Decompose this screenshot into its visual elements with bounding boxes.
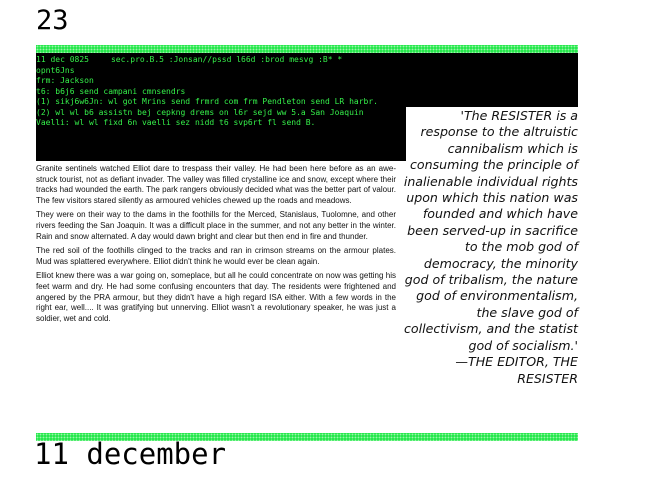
terminal-header-code: sec.pro.B.5 :Jonsan//pssd l66d :brod mesvg :B* * — [110, 55, 343, 64]
terminal-line: (1) sikj6w6Jn: wl got Mrins send frmrd com frm Pendleton send LR harbr. — [36, 97, 378, 106]
terminal-line: t6: b6j6 send campani cmnsendrs — [36, 86, 186, 96]
story-paragraph: Elliot knew there was a war going on, someplace, but all he could concentrate on now was getting his feet warm and dry. He had some confusing encounters that day. The residents were frightened and angered by the PRA armour, but they didn't have a high regard ISA either. With a few words in the right ear, well.... It was gratifying but unnerving. Elliot wasn't a revolutionary speaker, he was just a soldier, wet and cold. — [36, 271, 396, 323]
terminal-line: frm: Jackson — [36, 76, 94, 85]
terminal-transcript — [36, 53, 406, 161]
story-paragraph: Granite sentinels watched Elliot dare to trespass their valley. He had been here before as an awe-struck tourist, not as defiant invader. The valley was filled crystalline ice and snow, except where their tracks had wounded the earth. The park rangers obviously decided what was the better part of valour. The few visitors stared silently as armoured vehicles chewed up the roads and meadows. — [36, 164, 396, 205]
pull-quote-attribution: —THE EDITOR, THE RESISTER — [455, 354, 578, 386]
footer-date: 11 december — [34, 437, 227, 471]
page-number: 23 — [36, 5, 69, 36]
story-body — [36, 164, 396, 328]
terminal-line: Vaelli: wl wl fixd 6n vaelli sez nidd t6 svp6rt fl send B. — [36, 118, 316, 127]
pull-quote-text: 'The RESISTER is a response to the altruistic cannibalism which is consuming the principle of inalienable individual rights upon which this nation was founded and which have been served-up in sacrifice to the mob god of democracy, the minority god of tribalism, the nature god of environmentalism, the slave god of collectivism, and the statist god of socialism.' — [403, 108, 578, 353]
story-paragraph: The red soil of the foothills clinged to the tracks and ran in crimson streams on the armour plates. Mud was splattered everywhere. Elliot didn't think he would ever be clean again. — [36, 246, 396, 266]
terminal-line: (2) wl wl b6 assistn bej cepkng drems on l6r sejd ww 5.a San Joaquin — [36, 107, 364, 117]
terminal-header — [36, 53, 406, 66]
terminal-date: 11 dec 0825 — [36, 55, 89, 64]
top-dotted-rule — [36, 45, 578, 53]
pull-quote — [400, 108, 578, 387]
terminal-header-extension — [406, 53, 578, 107]
story-paragraph: They were on their way to the dams in the foothills for the Merced, Stanislaus, Tuolomne, and other rivers feeding the San Joaquin. It was a difficult place in the summer, and not any better in the winter. Rain and snow alternated. A day would dawn bright and clear but then end in fire and thunder. — [36, 210, 396, 241]
terminal-line: opnt6Jns — [36, 65, 75, 75]
